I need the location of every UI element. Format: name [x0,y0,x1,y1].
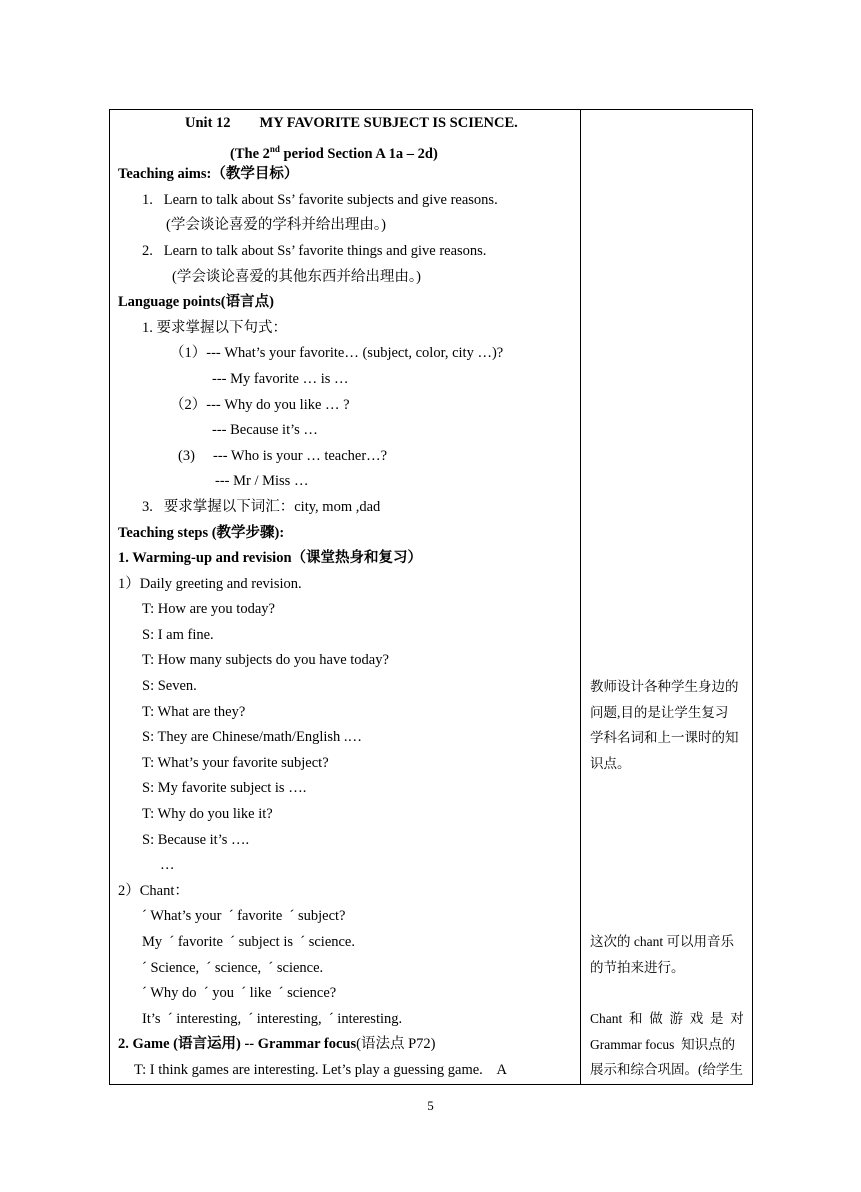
note-chant [590,929,746,980]
game-instruction: T: I think games are interesting. Let’s play a guessing game. A [134,1061,507,1078]
note-warming-up [590,674,746,776]
dialog-line: S: They are Chinese/math/English .… [142,729,363,746]
dialog-line: S: Because it’s …. [142,831,250,848]
note-line: 识点。 [590,755,631,771]
period-subtitle: (The 2nd period Section A 1a – 2d) [230,143,438,162]
lp-pattern-2-answer: --- Because it’s … [212,422,318,439]
dialog-line: S: Seven. [142,678,197,695]
chant-line: It’s ˊ interesting, ˊ interesting, ˊ interesting. [142,1010,403,1027]
lp-pattern-3: (3) --- Who is your … teacher…? [178,447,388,464]
language-points-heading: Language points(语言点) [118,294,274,311]
lp-pattern-3-answer: --- Mr / Miss … [215,473,309,490]
note-line: 的节拍来进行。 [590,959,685,975]
aim-1: 1. Learn to talk about Ss’ favorite subjects and give reasons. [142,191,498,208]
dialog-line: S: My favorite subject is …. [142,780,307,797]
lp-pattern-2: （2）--- Why do you like … ? [170,396,350,413]
ellipsis: … [160,857,175,874]
note-line: 展示和综合巩固。(给学生 [590,1062,743,1078]
column-divider [580,109,581,1085]
note-line: 这次的 chant 可以用音乐 [590,934,734,949]
dialog-line: T: What’s your favorite subject? [142,754,329,771]
note-line: 学科名词和上一课时的知 [590,730,739,746]
step-2-heading: 2. Game (语言运用) -- Grammar focus(语法点 P72) [118,1036,436,1053]
dialog-line: T: Why do you like it? [142,806,273,823]
page-number: 5 [427,1098,434,1113]
aim-2: 2. Learn to talk about Ss’ favorite things and give reasons. [142,242,487,259]
dialog-line: T: How are you today? [142,601,275,618]
chant-line: ˊ Why do ˊ you ˊ like ˊ science? [142,985,337,1002]
note-line: 教师设计各种学生身边的 [590,679,739,694]
teaching-steps-heading: Teaching steps (教学步骤): [118,524,285,541]
note-line: Chant 和 做 游 戏 是 对 [590,1011,744,1026]
chant-line: ˊ Science, ˊ science, ˊ science. [142,959,324,976]
teaching-aims-heading: Teaching aims:（教学目标） [118,166,299,183]
dialog-line: T: How many subjects do you have today? [142,652,389,669]
unit-title: Unit 12 MY FAVORITE SUBJECT IS SCIENCE. [185,115,518,131]
step-1-heading: 1. Warming-up and revision（课堂热身和复习） [118,550,423,567]
chant-line: ˊ What’s your ˊ favorite ˊ subject? [142,908,346,925]
lesson-content [118,111,576,1084]
note-line: 问题,目的是让学生复习 [590,704,729,720]
chant-heading: 2）Chant： [118,882,189,899]
aim-2-cn: (学会谈论喜爱的其他东西并给出理由。) [172,268,421,285]
lp-1: 1. 要求掌握以下句式： [142,319,287,336]
step-1-sub: 1）Daily greeting and revision. [118,575,302,592]
note-game [590,1006,746,1083]
lp-vocab: 3. 要求掌握以下词汇：city, mom ,dad [142,498,381,515]
lp-pattern-1: （1）--- What’s your favorite… (subject, color, city …)? [170,345,504,362]
note-line: Grammar focus 知识点的 [590,1036,736,1052]
dialog-line: T: What are they? [142,703,246,720]
chant-line: My ˊ favorite ˊ subject is ˊ science. [142,934,355,950]
aim-1-cn: (学会谈论喜爱的学科并给出理由。) [166,217,386,234]
dialog-line: S: I am fine. [142,626,214,643]
lp-pattern-1-answer: --- My favorite … is … [212,370,349,387]
